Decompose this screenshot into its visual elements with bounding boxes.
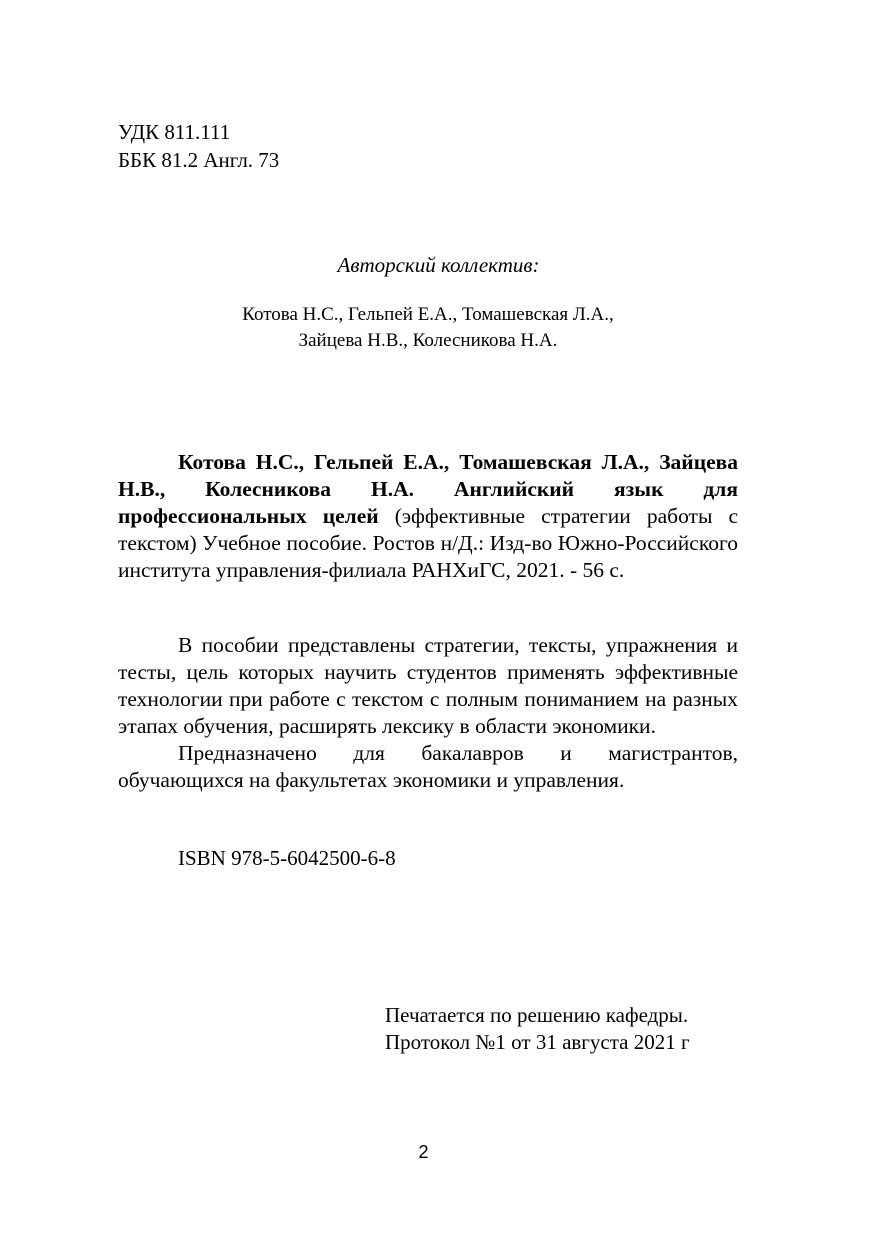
- authors-list: [0, 302, 856, 354]
- bbk-code: ББК 81.2 Англ. 73: [118, 148, 280, 172]
- bibliographic-title: Котова Н.С., Гельпей Е.А., Томашевская Л.А., Зайцева Н.В., Колесникова Н.А. Английский язык для профессиональных целей: [118, 450, 738, 528]
- abstract-paragraph-2: Предназначено для бакалавров и магистрантов, обучающихся на факультетах экономики и управления.: [118, 741, 738, 792]
- bibliographic-details: (эффективные стратегии работы с текстом) Учебное пособие. Ростов н/Д.: Изд-во Южно-Российского института управления-филиала РАНХиГС, 2021. - 56 с.: [118, 504, 738, 582]
- page-number: 2: [418, 1142, 429, 1162]
- authors-line-2: Зайцева Н.В., Колесникова Н.А.: [298, 330, 558, 351]
- approval-note: [385, 1002, 690, 1056]
- authors-line-1: Котова Н.С., Гельпей Е.А., Томашевская Л.А.,: [242, 304, 614, 325]
- isbn: ISBN 978-5-6042500-6-8: [178, 846, 396, 870]
- approval-line-2: Протокол №1 от 31 августа 2021 г: [385, 1030, 690, 1054]
- abstract: [118, 632, 738, 794]
- approval-line-1: Печатается по решению кафедры.: [385, 1003, 689, 1027]
- abstract-paragraph-1: В пособии представлены стратегии, тексты, упражнения и тесты, цель которых научить студентов применять эффективные технологии при работе с текстом с полным пониманием на разных этапах обучения, расширять лексику в области экономики.: [118, 633, 738, 738]
- authors-heading: Авторский коллектив:: [337, 253, 540, 277]
- classification-codes: [118, 118, 279, 174]
- udk-code: УДК 811.111: [118, 120, 231, 144]
- bibliographic-description: [118, 449, 738, 584]
